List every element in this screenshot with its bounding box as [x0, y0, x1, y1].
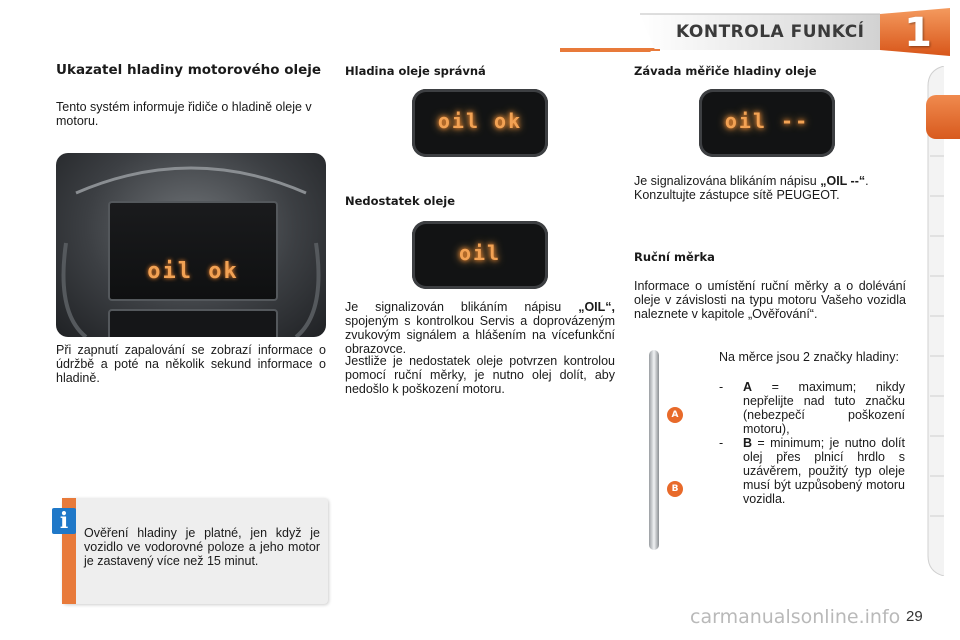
dashboard-lower-display	[108, 309, 278, 337]
mark-b-bullet: -	[719, 436, 724, 450]
heading-gauge-fault: Závada měřiče hladiny oleje	[634, 64, 817, 78]
oil-low-text-pre: Je signalizován blikáním nápisu	[345, 300, 579, 314]
dipstick-paragraph: Informace o umístění ruční měrky a o dolévání oleje v závislosti na typu motoru Vašeho vozidla naleznete v kapitole „Ověřování“.	[634, 279, 906, 321]
info-icon: i	[52, 508, 76, 534]
mark-b-text: = minimum; je nutno dolít olej přes plnicí hrdlo s uzávěrem, použitý typ oleje musí být uzpůsobený motoru vozidla.	[743, 436, 905, 506]
mark-a-bullet: -	[719, 380, 724, 394]
heading-oil-low: Nedostatek oleje	[345, 194, 455, 208]
heading-oil-level-correct: Hladina oleje správná	[345, 64, 486, 78]
ignition-paragraph: Při zapnutí zapalování se zobrazí informace o údržbě a poté na několik sekund informace o hladině.	[56, 343, 326, 385]
mark-b-letter: B	[743, 436, 753, 450]
oil-low-text-post: spojeným s kontrolkou Servis a doprovázeným zvukovým signálem a hlášením na vícefunkční obrazovce.	[345, 314, 615, 356]
mark-a-text: = maximum; nikdy nepřelijte nad tuto značku (nebezpečí poškození motoru),	[743, 380, 905, 436]
gauge-fault-paragraph	[634, 174, 906, 202]
dipstick-marker-a: A	[667, 407, 683, 423]
chapter-tab-strip	[926, 66, 946, 576]
marks-intro: Na měrce jsou 2 značky hladiny:	[719, 350, 899, 364]
info-box-text: Ověření hladiny je platné, jen když je vozidlo ve vodorovné poloze a jeho motor je zastavený více než 15 minut.	[84, 526, 320, 568]
display-oil-fault	[699, 89, 835, 157]
intro-paragraph: Tento systém informuje řidiče o hladině oleje v motoru.	[56, 100, 312, 128]
dashboard-display	[108, 201, 278, 301]
oil-low-paragraph-2: Jestliže je nedostatek oleje potvrzen kontrolou pomocí ruční měrky, je nutno olej dolít, aby nedošlo k poškození motoru.	[345, 354, 615, 396]
chapter-number: 1	[904, 10, 932, 56]
oil-low-text-bold: „OIL“,	[578, 300, 615, 314]
mark-b-item	[743, 436, 905, 506]
display-oil-low	[412, 221, 548, 289]
section-title: KONTROLA FUNKCÍ	[676, 22, 865, 42]
dipstick-image	[646, 350, 668, 550]
dashboard-image	[56, 153, 326, 337]
display-oil-low-text: oil	[458, 241, 502, 265]
gauge-fault-text-bold: „OIL --“	[820, 174, 866, 188]
display-oil-ok	[412, 89, 548, 157]
section-heading-oil-gauge: Ukazatel hladiny motorového oleje	[56, 62, 322, 78]
display-oil-fault-text: oil --	[724, 109, 810, 133]
mark-a-item	[743, 380, 905, 436]
dipstick-marker-b: B	[667, 481, 683, 497]
display-oil-ok-text: oil ok	[437, 109, 523, 133]
oil-low-paragraph	[345, 300, 615, 356]
dashboard-display-text: oil ok	[147, 259, 239, 284]
active-chapter-tab[interactable]	[926, 95, 960, 139]
gauge-fault-text-pre: Je signalizována blikáním nápisu	[634, 174, 821, 188]
gauge-fault-text-post: . Konzultujte zástupce sítě PEUGEOT.	[634, 174, 869, 202]
watermark: carmanualsonline.info	[690, 606, 901, 628]
mark-a-letter: A	[743, 380, 753, 394]
page-number: 29	[906, 608, 923, 625]
heading-dipstick: Ruční měrka	[634, 250, 715, 264]
